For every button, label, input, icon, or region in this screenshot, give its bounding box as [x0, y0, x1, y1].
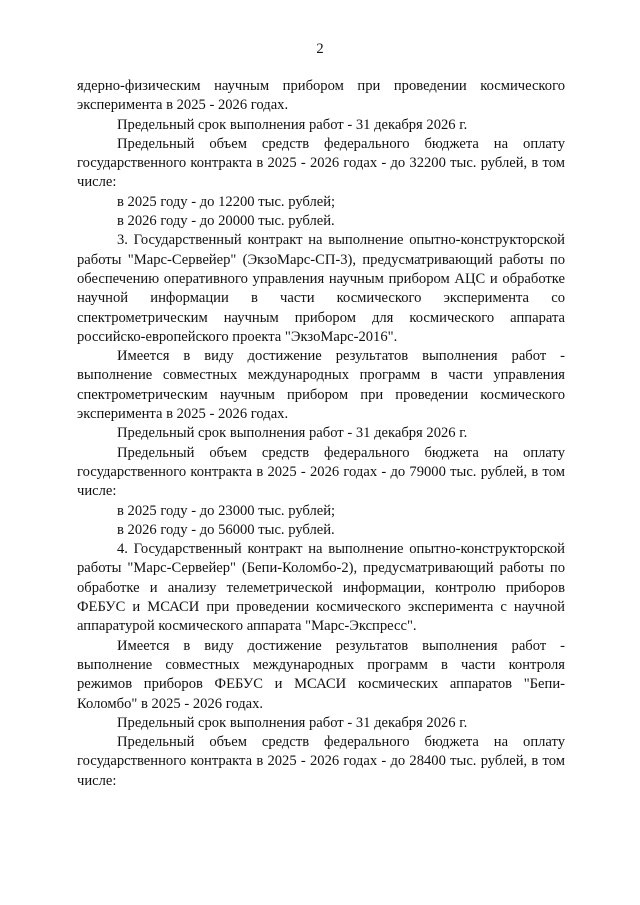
- paragraph-deadline: Предельный срок выполнения работ - 31 декабря 2026 г.: [117, 116, 468, 133]
- paragraph-budget-2026: в 2026 году - до 20000 тыс. рублей.: [117, 213, 335, 230]
- paragraph-results: Имеется в виду достижение результатов выполнения работ - выполнение совместных международных программ в части управления спектрометрическим научным прибором при проведении космического эксперимента в 2025 - 2026 годах.: [77, 348, 565, 423]
- paragraph-deadline: Предельный срок выполнения работ - 31 декабря 2026 г.: [117, 714, 468, 731]
- paragraph-budget: Предельный объем средств федерального бюджета на оплату государственного контракта в 2025 - 2026 годах - до 32200 тыс. рублей, в том числе:: [77, 135, 565, 191]
- document-body: [77, 77, 565, 791]
- paragraph-deadline: Предельный срок выполнения работ - 31 декабря 2026 г.: [117, 425, 468, 442]
- paragraph-budget-2025: в 2025 году - до 12200 тыс. рублей;: [117, 193, 336, 210]
- page-number: 2: [316, 41, 324, 57]
- paragraph-continuation: ядерно-физическим научным прибором при проведении космического эксперимента в 2025 - 2026 годах.: [77, 78, 565, 114]
- paragraph-contract-3: 3. Государственный контракт на выполнение опытно-конструкторской работы "Марс-Сервейер" (ЭкзоМарс-СП-3), предусматривающий работы по обеспечению оперативного управления научным прибором АЦС и обработке научной информации в части космического эксперимента со спектрометрическим научным прибором для космического аппарата российско-европейского проекта "ЭкзоМарс-2016".: [77, 232, 565, 345]
- paragraph-budget: Предельный объем средств федерального бюджета на оплату государственного контракта в 2025 - 2026 годах - до 79000 тыс. рублей, в том числе:: [77, 444, 565, 500]
- paragraph-results: Имеется в виду достижение результатов выполнения работ - выполнение совместных международных программ в части контроля режимов приборов ФЕБУС и МСАСИ космических аппаратов "Бепи-Коломбо" в 2025 - 2026 годах.: [77, 637, 565, 712]
- paragraph-budget: Предельный объем средств федерального бюджета на оплату государственного контракта в 2025 - 2026 годах - до 28400 тыс. рублей, в том числе:: [77, 734, 565, 789]
- paragraph-budget-2026: в 2026 году - до 56000 тыс. рублей.: [117, 521, 335, 538]
- paragraph-contract-4: 4. Государственный контракт на выполнение опытно-конструкторской работы "Марс-Сервейер" (Бепи-Коломбо-2), предусматривающий работы по обработке и анализу телеметрической информации, контролю приборов ФЕБУС и МСАСИ при проведении космического эксперимента с научной аппаратурой космического аппарата "Марс-Экспресс".: [77, 541, 565, 635]
- paragraph-budget-2025: в 2025 году - до 23000 тыс. рублей;: [117, 502, 336, 519]
